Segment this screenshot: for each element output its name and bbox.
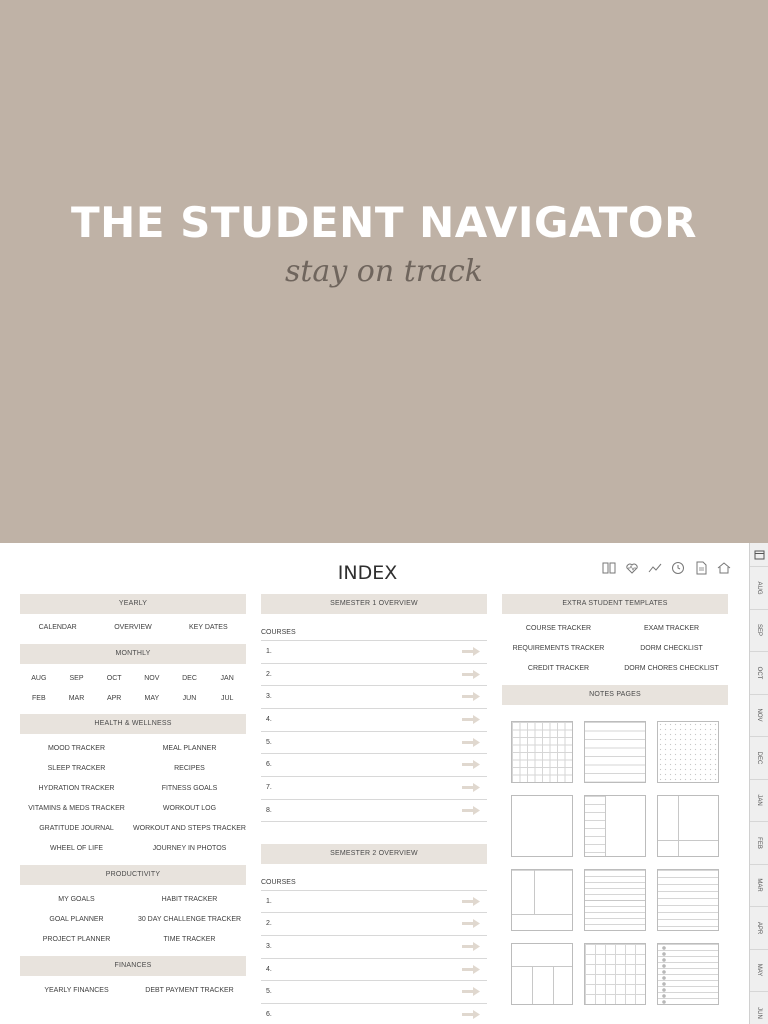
notes-thumb-checklist[interactable] — [657, 943, 719, 1005]
link-fitness-goals[interactable]: FITNESS GOALS — [161, 785, 218, 792]
top-icon-bar — [601, 560, 732, 578]
section-header-finances: FINANCES — [20, 956, 246, 976]
tab-aug[interactable]: AUG — [750, 567, 768, 610]
course-number: 7. — [266, 784, 272, 792]
course-row[interactable] — [261, 958, 487, 981]
index-title: INDEX — [337, 562, 398, 584]
courses-label: COURSES — [261, 629, 296, 636]
link-wheel-of-life[interactable]: WHEEL OF LIFE — [49, 845, 104, 852]
section-header-yearly: YEARLY — [20, 594, 246, 614]
document-icon[interactable] — [693, 560, 709, 578]
tab-apr[interactable]: APR — [750, 907, 768, 950]
link-journey-photos[interactable]: JOURNEY IN PHOTOS — [152, 845, 227, 852]
cover-title: THE STUDENT NAVIGATOR — [71, 198, 697, 247]
link-mood-tracker[interactable]: MOOD TRACKER — [47, 745, 106, 752]
tab-feb[interactable]: FEB — [750, 822, 768, 865]
arrow-right-icon[interactable] — [462, 692, 480, 703]
index-page — [0, 543, 768, 1024]
trend-icon[interactable] — [647, 560, 663, 578]
course-row[interactable] — [261, 640, 487, 663]
tab-jun[interactable]: JUN — [756, 1007, 762, 1020]
notes-thumb-blank[interactable] — [511, 795, 573, 857]
tab-may[interactable]: MAY — [750, 950, 768, 993]
cover-tagline: stay on track — [284, 254, 483, 289]
course-row[interactable] — [261, 776, 487, 799]
link-key-dates[interactable]: KEY DATES — [189, 624, 228, 631]
link-month[interactable]: OCT — [106, 675, 122, 682]
link-credit-tracker[interactable]: CREDIT TRACKER — [527, 665, 590, 672]
notes-thumb-table-corner[interactable] — [511, 869, 573, 931]
link-month[interactable]: SEP — [69, 675, 84, 682]
course-number: 6. — [266, 1010, 272, 1018]
link-vitamins-meds[interactable]: VITAMINS & MEDS TRACKER — [28, 805, 125, 812]
link-project-planner[interactable]: PROJECT PLANNER — [42, 936, 111, 943]
arrow-right-icon[interactable] — [462, 806, 480, 817]
arrow-right-icon[interactable] — [462, 1010, 480, 1021]
link-goal-planner[interactable]: GOAL PLANNER — [49, 916, 104, 923]
link-month[interactable]: JUL — [220, 695, 234, 702]
index-column-left — [20, 594, 246, 1007]
home-icon[interactable] — [716, 560, 732, 578]
tab-dec[interactable]: DEC — [750, 737, 768, 780]
link-workout-steps[interactable]: WORKOUT AND STEPS TRACKER — [133, 825, 246, 832]
course-row[interactable] — [261, 731, 487, 754]
link-month[interactable]: MAR — [68, 695, 85, 702]
link-dorm-chores[interactable]: DORM CHORES CHECKLIST — [624, 665, 719, 672]
month-tab-bar — [749, 543, 768, 1024]
course-row[interactable] — [261, 912, 487, 935]
tab-mar[interactable]: MAR — [750, 865, 768, 908]
index-column-right — [502, 594, 728, 1005]
notes-thumb-cornell[interactable] — [584, 795, 646, 857]
arrow-right-icon[interactable] — [462, 942, 480, 953]
link-month[interactable]: JUN — [182, 695, 197, 702]
course-number: 2. — [266, 920, 272, 928]
arrow-right-icon[interactable] — [462, 919, 480, 930]
section-header-monthly: MONTHLY — [20, 644, 246, 664]
course-number: 8. — [266, 806, 272, 814]
productivity-links — [20, 885, 246, 956]
link-recipes[interactable]: RECIPES — [174, 765, 205, 772]
arrow-right-icon[interactable] — [462, 760, 480, 771]
course-number: 3. — [266, 942, 272, 950]
link-month[interactable]: AUG — [31, 675, 47, 682]
arrow-right-icon[interactable] — [462, 987, 480, 998]
link-course-tracker[interactable]: COURSE TRACKER — [525, 625, 592, 632]
notes-thumb-columns[interactable] — [511, 943, 573, 1005]
health-links — [20, 734, 246, 865]
link-debt-payment[interactable]: DEBT PAYMENT TRACKER — [145, 987, 234, 994]
section-header-productivity: PRODUCTIVITY — [20, 865, 246, 885]
link-habit-tracker[interactable]: HABIT TRACKER — [161, 896, 218, 903]
section-header-extra-templates: EXTRA STUDENT TEMPLATES — [502, 594, 728, 614]
notes-thumb-grid[interactable] — [511, 721, 573, 783]
link-month[interactable]: DEC — [182, 675, 197, 682]
arrow-right-icon[interactable] — [462, 715, 480, 726]
course-row[interactable] — [261, 663, 487, 686]
course-row[interactable] — [261, 708, 487, 731]
section-header-semester-2[interactable]: SEMESTER 2 OVERVIEW — [261, 844, 487, 864]
notes-thumb-cornell-wide[interactable] — [657, 795, 719, 857]
course-number: 5. — [266, 738, 272, 746]
course-number: 3. — [266, 693, 272, 701]
link-30-day-challenge[interactable]: 30 DAY CHALLENGE TRACKER — [137, 916, 242, 923]
link-workout-log[interactable]: WORKOUT LOG — [162, 805, 217, 812]
tab-nov[interactable]: NOV — [750, 695, 768, 738]
course-row[interactable] — [261, 753, 487, 776]
link-month[interactable]: JAN — [220, 675, 234, 682]
monthly-links — [20, 664, 246, 714]
tab-jan[interactable]: JAN — [750, 780, 768, 823]
arrow-right-icon[interactable] — [462, 647, 480, 658]
yearly-links — [20, 614, 246, 644]
link-exam-tracker[interactable]: EXAM TRACKER — [643, 625, 700, 632]
link-dorm-checklist[interactable]: DORM CHECKLIST — [640, 645, 703, 652]
course-row[interactable] — [261, 935, 487, 958]
notes-thumb-dotted[interactable] — [657, 721, 719, 783]
link-time-tracker[interactable]: TIME TRACKER — [163, 936, 216, 943]
course-row[interactable] — [261, 980, 487, 1003]
arrow-right-icon[interactable] — [462, 897, 480, 908]
arrow-right-icon[interactable] — [462, 965, 480, 976]
book-icon[interactable] — [601, 560, 617, 578]
link-month[interactable]: MAY — [144, 695, 160, 702]
section-header-notes: NOTES PAGES — [502, 685, 728, 705]
course-number: 4. — [266, 965, 272, 973]
finances-links — [20, 976, 246, 1007]
link-month[interactable]: FEB — [32, 695, 46, 702]
course-row[interactable] — [261, 1003, 487, 1024]
course-row[interactable] — [261, 685, 487, 708]
notes-thumb-lined[interactable] — [584, 721, 646, 783]
link-calendar[interactable]: CALENDAR — [38, 624, 77, 631]
link-sleep-tracker[interactable]: SLEEP TRACKER — [47, 765, 106, 772]
course-number: 6. — [266, 761, 272, 769]
link-meal-planner[interactable]: MEAL PLANNER — [162, 745, 217, 752]
section-header-health: HEALTH & WELLNESS — [20, 714, 246, 734]
notes-thumb-lined-box[interactable] — [584, 869, 646, 931]
heart-icon[interactable] — [624, 560, 640, 578]
link-month[interactable]: NOV — [144, 675, 160, 682]
course-row[interactable] — [261, 890, 487, 913]
link-hydration-tracker[interactable]: HYDRATION TRACKER — [38, 785, 115, 792]
index-column-middle — [261, 594, 487, 1024]
link-gratitude-journal[interactable]: GRATITUDE JOURNAL — [39, 825, 114, 832]
course-number: 2. — [266, 670, 272, 678]
notes-thumb-lined-full[interactable] — [657, 869, 719, 931]
link-yearly-finances[interactable]: YEARLY FINANCES — [44, 987, 109, 994]
tab-oct[interactable]: OCT — [750, 652, 768, 695]
extra-template-links — [502, 614, 728, 685]
link-my-goals[interactable]: MY GOALS — [58, 896, 95, 903]
course-row[interactable] — [261, 799, 487, 822]
notes-thumb-small-grid[interactable] — [584, 943, 646, 1005]
course-number: 1. — [266, 648, 272, 655]
course-number: 5. — [266, 988, 272, 996]
calendar-icon[interactable] — [750, 543, 768, 567]
course-number: 1. — [266, 897, 272, 905]
course-number: 4. — [266, 716, 272, 724]
tab-sep[interactable]: SEP — [750, 610, 768, 653]
link-requirements-tracker[interactable]: REQUIREMENTS TRACKER — [512, 645, 605, 652]
arrow-right-icon[interactable] — [462, 738, 480, 749]
link-month[interactable]: APR — [106, 695, 122, 702]
clock-icon[interactable] — [670, 560, 686, 578]
notes-thumbnails — [502, 705, 728, 1005]
courses-label: COURSES — [261, 878, 296, 886]
link-overview[interactable]: OVERVIEW — [114, 624, 152, 631]
section-header-semester-1[interactable]: SEMESTER 1 OVERVIEW — [261, 594, 487, 614]
arrow-right-icon[interactable] — [462, 783, 480, 794]
arrow-right-icon[interactable] — [462, 670, 480, 681]
